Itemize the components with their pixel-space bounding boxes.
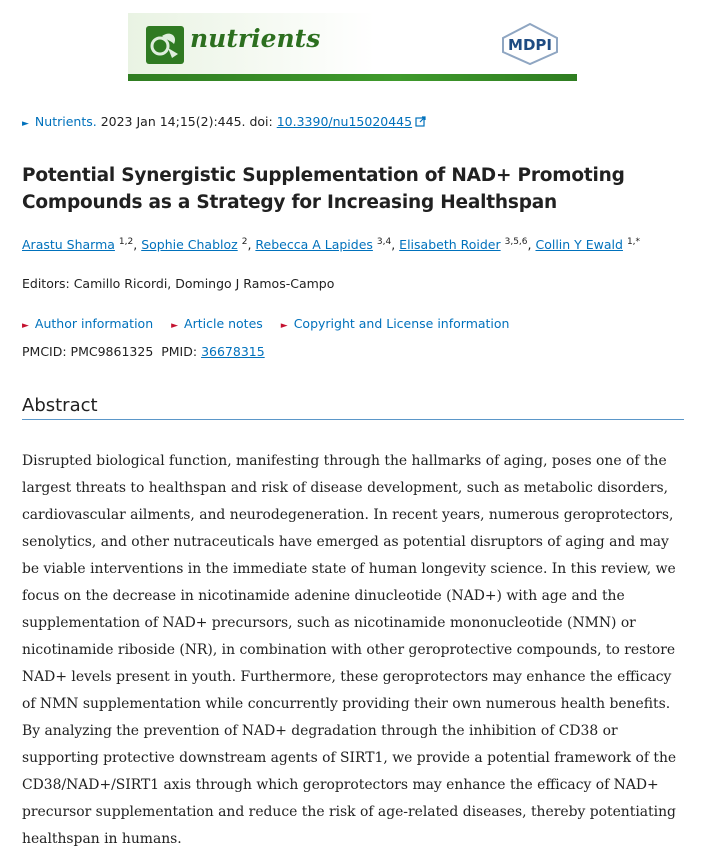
- abstract-heading: Abstract: [22, 395, 98, 416]
- expand-triangle-icon: ►: [171, 321, 179, 331]
- doi-link[interactable]: 10.3390/nu15020445: [276, 114, 413, 129]
- expand-triangle-icon: ►: [280, 321, 288, 331]
- citation-details: 2023 Jan 14;15(2):445. doi:: [96, 114, 277, 129]
- info-links: [22, 316, 523, 331]
- pmcid: PMCID: PMC9861325: [22, 344, 154, 359]
- author-link[interactable]: Elisabeth Roider: [399, 237, 501, 253]
- journal-banner[interactable]: [128, 13, 577, 81]
- mdpi-logo-text: MDPI: [508, 36, 552, 54]
- author-affiliation: 1,2: [118, 237, 134, 247]
- author-link[interactable]: Sophie Chabloz: [141, 237, 238, 253]
- expand-triangle-icon: ►: [22, 119, 29, 129]
- journal-link[interactable]: Nutrients.: [34, 114, 97, 129]
- nutrients-logo-icon: [146, 26, 184, 64]
- article-notes-toggle[interactable]: Article notes: [184, 316, 263, 331]
- journal-logo-text: nutrients: [190, 24, 321, 53]
- article-ids: [22, 344, 265, 359]
- author-information-toggle[interactable]: Author information: [34, 316, 154, 331]
- article-title: Potential Synergistic Supplementation of NAD+ Promoting Compounds as a Strategy for Increasing Healthspan: [22, 165, 625, 213]
- copyright-toggle[interactable]: Copyright and License information: [293, 316, 510, 331]
- mdpi-logo-icon: [499, 22, 561, 66]
- author-affiliation: 2: [241, 237, 248, 247]
- author-link[interactable]: Arastu Sharma: [22, 237, 115, 253]
- author-affiliation: 3,5,6: [504, 237, 528, 247]
- banner-strip: [128, 74, 577, 81]
- citation-line: [22, 114, 426, 129]
- author-list: Arastu Sharma $^{1,2}$, Sophie Chabloz $^2$, Rebecca A Lapides $^{3,4}$, Elisabeth Roider $^{3,5,6}$, Collin Y Ewald $^{1,*}$: [22, 237, 641, 253]
- editors: Editors: Camillo Ricordi, Domingo J Ramos-Campo: [22, 276, 335, 291]
- abstract-divider: [22, 419, 684, 420]
- pmid-label: PMID:: [161, 344, 202, 359]
- expand-triangle-icon: ►: [22, 321, 29, 331]
- abstract-text: Disrupted biological function, manifesting through the hallmarks of aging, poses one of the largest threats to healthspan and risk of disease development, such as metabolic disorders, cardiovascular ailments, and neurodegeneration. In recent years, numerous geroprotectors, senolytics, and other nutraceuticals have emerged as potential disruptors of aging and may be viable interventions in the immediate state of human longevity science. In this review, we focus on the decrease in nicotinamide adenine dinucleotide (NAD+) with age and the supplementation of NAD+ precursors, such as nicotinamide mononucleotide (NMN) or nicotinamide riboside (NR), in combination with other geroprotective compounds, to restore NAD+ levels present in youth. Furthermore, these geroprotectors may enhance the efficacy of NMN supplementation while concurrently providing their own numerous health benefits. By analyzing the prevention of NAD+ degradation through the inhibition of CD38 or supporting protective downstream agents of SIRT1, we provide a potential framework of the CD38/NAD+/SIRT1 axis through which geroprotectors may enhance the efficacy of NAD+ precursor supplementation and reduce the risk of age-related diseases, thereby potentiating healthspan in humans.: [22, 453, 677, 847]
- author-affiliation: 3,4: [376, 237, 392, 247]
- external-link-icon[interactable]: [415, 116, 426, 127]
- author-link[interactable]: Rebecca A Lapides: [255, 237, 373, 253]
- pmid-link[interactable]: 36678315: [201, 344, 265, 359]
- author-link[interactable]: Collin Y Ewald: [535, 237, 623, 253]
- author-affiliation: 1,*: [626, 237, 641, 247]
